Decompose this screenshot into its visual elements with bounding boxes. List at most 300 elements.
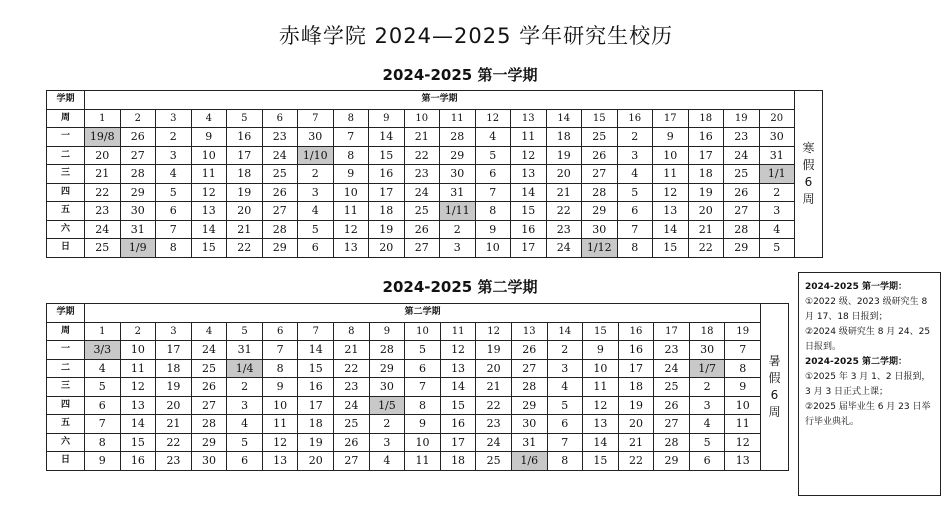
week-number: 6 [262, 322, 298, 341]
date-cell: 2 [617, 128, 653, 147]
day-row [47, 378, 789, 397]
date-cell: 16 [618, 341, 654, 360]
week-number: 4 [191, 109, 227, 128]
week-number: 19 [724, 109, 760, 128]
date-cell: 1/6 [511, 452, 547, 471]
day-label: 二 [47, 359, 85, 378]
date-cell: 25 [191, 359, 227, 378]
date-cell: 31 [759, 146, 795, 165]
date-cell: 12 [191, 183, 227, 202]
date-cell: 27 [334, 452, 370, 471]
week-number: 13 [511, 109, 547, 128]
date-cell: 30 [582, 220, 618, 239]
date-cell: 12 [725, 433, 761, 452]
week-number: 16 [617, 109, 653, 128]
day-label: 四 [47, 396, 85, 415]
date-cell: 2 [547, 341, 583, 360]
date-cell: 21 [618, 433, 654, 452]
date-cell: 28 [369, 341, 405, 360]
week-number: 3 [156, 109, 192, 128]
date-cell: 5 [617, 183, 653, 202]
date-cell: 12 [262, 433, 298, 452]
date-cell: 3 [689, 396, 725, 415]
date-cell: 9 [583, 341, 619, 360]
week-number: 10 [405, 322, 441, 341]
day-row [47, 202, 823, 221]
date-cell: 30 [120, 202, 156, 221]
date-cell: 17 [227, 146, 263, 165]
date-cell: 27 [191, 396, 227, 415]
week-number: 16 [618, 322, 654, 341]
week-number: 4 [191, 322, 227, 341]
day-label: 三 [47, 165, 85, 184]
date-cell: 10 [653, 146, 689, 165]
date-cell: 29 [511, 396, 547, 415]
date-cell: 22 [85, 183, 121, 202]
date-cell: 12 [333, 220, 369, 239]
vacation-label-char: 周 [768, 404, 781, 419]
page-title: 赤峰学院 2024—2025 学年研究生校历 [278, 24, 674, 48]
date-cell: 24 [724, 146, 760, 165]
date-cell: 1/4 [227, 359, 263, 378]
day-label: 五 [47, 415, 85, 434]
week-number: 8 [334, 322, 370, 341]
date-cell: 26 [582, 146, 618, 165]
date-cell: 25 [334, 415, 370, 434]
date-cell: 25 [582, 128, 618, 147]
date-cell: 28 [654, 433, 690, 452]
date-cell: 16 [369, 165, 405, 184]
date-cell: 15 [369, 146, 405, 165]
week-number: 17 [654, 322, 690, 341]
date-cell: 23 [724, 128, 760, 147]
day-row [47, 128, 823, 147]
semester-header: 第一学期 [85, 91, 795, 110]
date-cell: 4 [475, 128, 511, 147]
date-cell: 28 [120, 165, 156, 184]
date-cell: 20 [618, 415, 654, 434]
day-row [47, 183, 823, 202]
date-cell: 27 [120, 146, 156, 165]
date-cell: 25 [654, 378, 690, 397]
notes-heading-semester2: 2024-2025 第二学期： [805, 357, 907, 367]
date-cell: 23 [334, 378, 370, 397]
date-cell: 27 [582, 165, 618, 184]
date-cell: 12 [653, 183, 689, 202]
date-cell: 13 [262, 452, 298, 471]
week-number: 5 [227, 109, 263, 128]
date-cell: 19 [369, 220, 405, 239]
date-cell: 19 [476, 341, 512, 360]
date-cell: 5 [298, 220, 334, 239]
vacation-label [795, 91, 823, 258]
date-cell: 27 [511, 359, 547, 378]
date-cell: 19 [546, 146, 582, 165]
date-cell: 19/8 [85, 128, 121, 147]
date-cell: 14 [298, 341, 334, 360]
date-cell: 16 [688, 128, 724, 147]
date-cell: 28 [511, 378, 547, 397]
date-cell: 13 [191, 202, 227, 221]
date-cell: 14 [120, 415, 156, 434]
week-number: 15 [582, 109, 618, 128]
date-cell: 11 [653, 165, 689, 184]
day-label: 四 [47, 183, 85, 202]
week-number: 7 [298, 109, 334, 128]
date-cell: 10 [583, 359, 619, 378]
date-cell: 18 [618, 378, 654, 397]
date-cell: 31 [440, 183, 476, 202]
week-number: 5 [227, 322, 263, 341]
date-cell: 21 [156, 415, 192, 434]
date-cell: 10 [475, 239, 511, 258]
date-cell: 17 [511, 239, 547, 258]
date-cell: 23 [476, 415, 512, 434]
date-cell: 4 [617, 165, 653, 184]
date-cell: 2 [759, 183, 795, 202]
date-cell: 8 [725, 359, 761, 378]
date-cell: 13 [583, 415, 619, 434]
date-cell: 4 [298, 202, 334, 221]
date-cell: 7 [156, 220, 192, 239]
day-row [47, 239, 823, 258]
date-cell: 18 [156, 359, 192, 378]
date-cell: 29 [120, 183, 156, 202]
date-cell: 17 [298, 396, 334, 415]
date-cell: 3 [156, 146, 192, 165]
date-cell: 13 [725, 452, 761, 471]
date-cell: 19 [227, 183, 263, 202]
day-label: 日 [47, 452, 85, 471]
date-cell: 17 [156, 341, 192, 360]
date-cell: 15 [653, 239, 689, 258]
date-cell: 21 [227, 220, 263, 239]
date-cell: 23 [156, 452, 192, 471]
notes-box [798, 272, 941, 496]
date-cell: 30 [440, 165, 476, 184]
date-cell: 7 [475, 183, 511, 202]
day-label: 三 [47, 378, 85, 397]
date-cell: 6 [156, 202, 192, 221]
vacation-label-char: 周 [802, 191, 815, 206]
semester1-title: 2024-2025 第一学期 [382, 66, 538, 84]
week-number: 7 [298, 322, 334, 341]
date-cell: 8 [475, 202, 511, 221]
date-cell: 1/11 [440, 202, 476, 221]
date-cell: 10 [120, 341, 156, 360]
date-cell: 17 [369, 183, 405, 202]
date-cell: 28 [724, 220, 760, 239]
date-cell: 30 [689, 341, 725, 360]
date-cell: 28 [582, 183, 618, 202]
date-cell: 26 [511, 341, 547, 360]
notes-item: ①2025 年 3 月 1、2 日报到，3 月 3 日正式上课； [805, 372, 931, 397]
date-cell: 7 [262, 341, 298, 360]
day-row [47, 359, 789, 378]
date-cell: 26 [120, 128, 156, 147]
date-cell: 24 [404, 183, 440, 202]
date-cell: 3 [759, 202, 795, 221]
day-row [47, 165, 823, 184]
date-cell: 30 [298, 128, 334, 147]
date-cell: 20 [369, 239, 405, 258]
date-cell: 15 [191, 239, 227, 258]
date-cell: 2 [689, 378, 725, 397]
date-cell: 6 [85, 396, 121, 415]
date-cell: 8 [405, 396, 441, 415]
week-number-row [47, 322, 789, 341]
date-cell: 30 [511, 415, 547, 434]
date-cell: 24 [654, 359, 690, 378]
date-cell: 8 [85, 433, 121, 452]
date-cell: 14 [653, 220, 689, 239]
date-cell: 21 [688, 220, 724, 239]
day-label: 日 [47, 239, 85, 258]
week-number: 12 [476, 322, 512, 341]
date-cell: 18 [298, 415, 334, 434]
date-cell: 9 [405, 415, 441, 434]
date-cell: 26 [404, 220, 440, 239]
date-cell: 23 [654, 341, 690, 360]
date-cell: 14 [583, 433, 619, 452]
week-number: 14 [546, 109, 582, 128]
header-row [47, 91, 823, 110]
date-cell: 5 [759, 239, 795, 258]
date-cell: 24 [262, 146, 298, 165]
date-cell: 25 [85, 239, 121, 258]
date-cell: 5 [475, 146, 511, 165]
date-cell: 25 [262, 165, 298, 184]
date-cell: 29 [582, 202, 618, 221]
vacation-label-char: 假 [768, 370, 781, 385]
date-cell: 18 [227, 165, 263, 184]
date-cell: 8 [156, 239, 192, 258]
date-cell: 25 [724, 165, 760, 184]
date-cell: 30 [191, 452, 227, 471]
week-number: 11 [440, 109, 476, 128]
date-cell: 22 [618, 452, 654, 471]
day-row [47, 433, 789, 452]
date-cell: 29 [654, 452, 690, 471]
date-cell: 20 [298, 452, 334, 471]
date-cell: 18 [369, 202, 405, 221]
date-cell: 18 [688, 165, 724, 184]
date-cell: 4 [759, 220, 795, 239]
date-cell: 3/3 [85, 341, 121, 360]
date-cell: 26 [724, 183, 760, 202]
date-cell: 22 [227, 239, 263, 258]
week-row-label: 周 [47, 322, 85, 341]
date-cell: 19 [688, 183, 724, 202]
date-cell: 15 [120, 433, 156, 452]
day-label: 一 [47, 128, 85, 147]
date-cell: 20 [156, 396, 192, 415]
day-row [47, 341, 789, 360]
date-cell: 7 [333, 128, 369, 147]
date-cell: 5 [405, 341, 441, 360]
date-cell: 22 [404, 146, 440, 165]
date-cell: 6 [475, 165, 511, 184]
date-cell: 9 [333, 165, 369, 184]
date-cell: 3 [369, 433, 405, 452]
date-cell: 22 [156, 433, 192, 452]
date-cell: 21 [334, 341, 370, 360]
date-cell: 20 [476, 359, 512, 378]
date-cell: 11 [725, 415, 761, 434]
date-cell: 19 [298, 433, 334, 452]
date-cell: 30 [369, 378, 405, 397]
week-number: 3 [156, 322, 192, 341]
date-cell: 28 [262, 220, 298, 239]
notes-heading-semester1: 2024-2025 第一学期： [805, 282, 907, 292]
date-cell: 3 [298, 183, 334, 202]
semester2-title: 2024-2025 第二学期 [382, 278, 538, 296]
date-cell: 29 [440, 146, 476, 165]
day-label: 五 [47, 202, 85, 221]
date-cell: 26 [334, 433, 370, 452]
week-number: 15 [583, 322, 619, 341]
date-cell: 17 [688, 146, 724, 165]
date-cell: 9 [725, 378, 761, 397]
week-number: 14 [547, 322, 583, 341]
date-cell: 19 [156, 378, 192, 397]
date-cell: 27 [654, 415, 690, 434]
day-row [47, 415, 789, 434]
date-cell: 12 [511, 146, 547, 165]
date-cell: 16 [511, 220, 547, 239]
semester-header: 第二学期 [85, 304, 761, 323]
date-cell: 15 [511, 202, 547, 221]
date-cell: 27 [404, 239, 440, 258]
date-cell: 13 [120, 396, 156, 415]
date-cell: 17 [440, 433, 476, 452]
week-number: 6 [262, 109, 298, 128]
date-cell: 1/7 [689, 359, 725, 378]
date-cell: 9 [653, 128, 689, 147]
date-cell: 29 [191, 433, 227, 452]
date-cell: 10 [262, 396, 298, 415]
date-cell: 22 [476, 396, 512, 415]
date-cell: 5 [547, 396, 583, 415]
date-cell: 1/1 [759, 165, 795, 184]
week-number: 19 [725, 322, 761, 341]
week-number-row [47, 109, 823, 128]
day-row [47, 146, 823, 165]
date-cell: 8 [547, 452, 583, 471]
date-cell: 6 [298, 239, 334, 258]
corner-label: 学期 [47, 304, 85, 323]
date-cell: 4 [85, 359, 121, 378]
week-number: 1 [85, 109, 121, 128]
week-number: 2 [120, 109, 156, 128]
date-cell: 30 [759, 128, 795, 147]
date-cell: 10 [725, 396, 761, 415]
week-number: 12 [475, 109, 511, 128]
date-cell: 21 [404, 128, 440, 147]
date-cell: 3 [617, 146, 653, 165]
date-cell: 21 [476, 378, 512, 397]
date-cell: 29 [369, 359, 405, 378]
date-cell: 16 [440, 415, 476, 434]
date-cell: 27 [724, 202, 760, 221]
date-cell: 9 [262, 378, 298, 397]
date-cell: 2 [156, 128, 192, 147]
vacation-label-char: 6 [804, 174, 813, 189]
date-cell: 10 [405, 433, 441, 452]
day-row [47, 452, 789, 471]
date-cell: 26 [191, 378, 227, 397]
week-number: 18 [688, 109, 724, 128]
date-cell: 10 [191, 146, 227, 165]
date-cell: 11 [511, 128, 547, 147]
date-cell: 21 [546, 183, 582, 202]
day-label: 二 [47, 146, 85, 165]
week-number: 18 [689, 322, 725, 341]
date-cell: 15 [583, 452, 619, 471]
date-cell: 22 [546, 202, 582, 221]
date-cell: 8 [333, 146, 369, 165]
date-cell: 7 [547, 433, 583, 452]
date-cell: 14 [511, 183, 547, 202]
date-cell: 26 [654, 396, 690, 415]
date-cell: 11 [405, 452, 441, 471]
week-number: 17 [653, 109, 689, 128]
date-cell: 1/5 [369, 396, 405, 415]
date-cell: 4 [689, 415, 725, 434]
week-number: 20 [759, 109, 795, 128]
date-cell: 13 [440, 359, 476, 378]
date-cell: 28 [191, 415, 227, 434]
date-cell: 28 [440, 128, 476, 147]
date-cell: 13 [511, 165, 547, 184]
date-cell: 14 [440, 378, 476, 397]
date-cell: 23 [404, 165, 440, 184]
date-cell: 1/9 [120, 239, 156, 258]
date-cell: 12 [583, 396, 619, 415]
vacation-label [761, 304, 789, 471]
date-cell: 18 [440, 452, 476, 471]
date-cell: 19 [618, 396, 654, 415]
date-cell: 4 [369, 452, 405, 471]
date-cell: 24 [476, 433, 512, 452]
date-cell: 22 [334, 359, 370, 378]
date-cell: 6 [617, 202, 653, 221]
date-cell: 16 [227, 128, 263, 147]
date-cell: 24 [85, 220, 121, 239]
date-cell: 4 [227, 415, 263, 434]
week-number: 8 [333, 109, 369, 128]
date-cell: 20 [85, 146, 121, 165]
vacation-label-char: 寒 [802, 140, 815, 155]
date-cell: 15 [440, 396, 476, 415]
date-cell: 9 [191, 128, 227, 147]
date-cell: 1/12 [582, 239, 618, 258]
date-cell: 10 [333, 183, 369, 202]
date-cell: 8 [262, 359, 298, 378]
notes-item: ②2024 级研究生 8 月 24、25 日报到。 [805, 327, 931, 352]
week-number: 1 [85, 322, 121, 341]
date-cell: 5 [85, 378, 121, 397]
date-cell: 12 [120, 378, 156, 397]
date-cell: 9 [85, 452, 121, 471]
date-cell: 29 [262, 239, 298, 258]
date-cell: 13 [333, 239, 369, 258]
date-cell: 6 [689, 452, 725, 471]
date-cell: 7 [617, 220, 653, 239]
date-cell: 2 [227, 378, 263, 397]
vacation-label-char: 假 [802, 157, 815, 172]
date-cell: 14 [369, 128, 405, 147]
